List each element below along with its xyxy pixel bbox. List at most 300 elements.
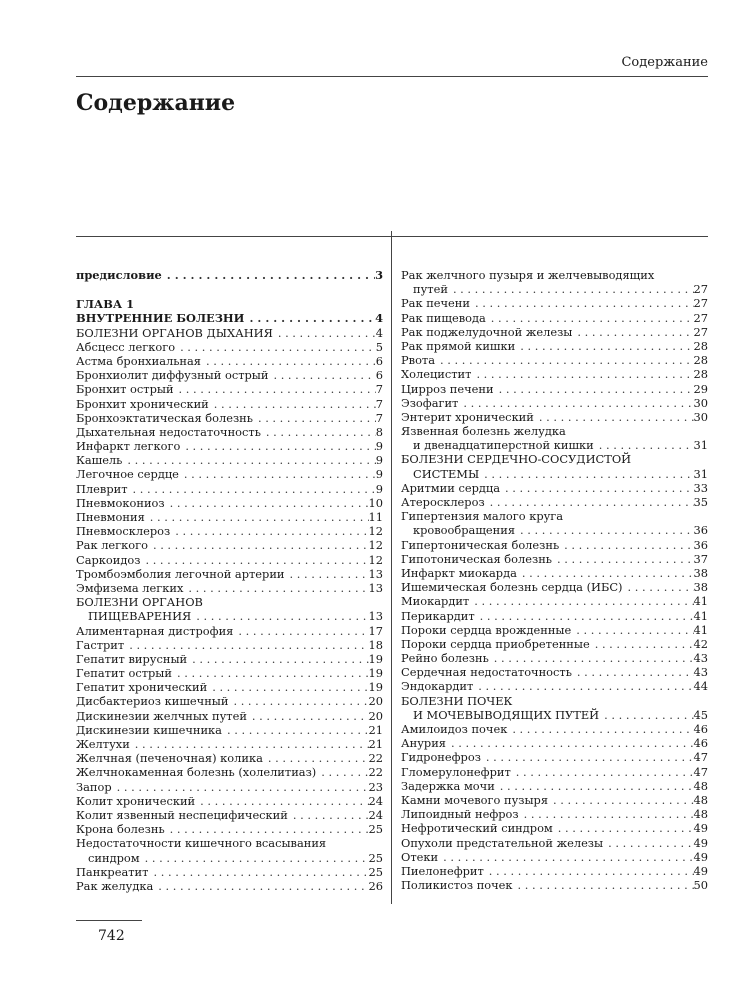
toc-entry-title: СИСТЕМЫ [413,466,480,481]
toc-entry-title: Эндокардит [401,679,474,694]
toc-entry[interactable] [76,709,383,723]
page-number: 742 [98,928,125,944]
toc-entry-line: Недостаточности кишечного всасывания [76,836,327,851]
toc-entry-title: Дискинезии желчных путей [76,708,247,723]
toc-section-kidney[interactable] [401,708,708,722]
toc-entry[interactable] [76,765,383,779]
toc-entry[interactable] [76,851,383,865]
leader-dots [557,552,694,566]
leader-dots [206,354,376,368]
toc-section-line: БОЛЕЗНИ ОРГАНОВ [76,595,203,610]
toc-entry[interactable] [401,410,708,424]
leader-dots [474,594,693,608]
leader-dots [268,751,369,765]
toc-entry-page: 48 [693,792,708,807]
leader-dots [577,665,694,679]
leader-dots [480,609,694,623]
toc-entry[interactable] [401,864,708,878]
leader-dots [490,495,694,509]
leader-dots [443,850,693,864]
toc-entry[interactable] [76,737,383,751]
toc-entry-page: 13 [368,609,383,624]
toc-entry-page: 36 [693,537,708,552]
toc-entry-page: 23 [368,779,383,794]
toc-entry-title: Пневмосклероз [76,524,171,539]
leader-dots [505,481,693,495]
running-header: Содержание [621,55,708,70]
toc-right-column [401,268,708,892]
toc-entry-page: 5 [375,339,383,354]
toc-entry-line: Рак желчного пузыря и желчевыводящих [401,268,655,282]
toc-entry-page: 41 [693,608,708,623]
toc-entry-title: Миокардит [401,594,470,609]
toc-entry-page: 27 [693,324,708,339]
toc-entry-page: 48 [693,778,708,793]
toc-entry-title: Гипертоническая болезнь [401,537,560,552]
toc-entry[interactable] [401,367,708,381]
toc-entry-title: Отеки [401,849,439,864]
toc-entry[interactable] [401,552,708,566]
toc-entry-page: 19 [368,666,383,681]
leader-dots [179,382,376,396]
toc-entry[interactable] [401,396,708,410]
toc-entry-page: 36 [693,523,708,538]
toc-top-rule [76,236,708,237]
toc-entry[interactable] [76,624,383,638]
toc-entry-title: Гастрит [76,637,125,652]
leader-dots [553,793,693,807]
toc-entry-page: 7 [375,396,383,411]
leader-dots [278,326,376,340]
toc-entry-title: Саркоидоз [76,552,141,567]
toc-entry-page: 9 [375,467,383,482]
toc-entry-page: 41 [693,594,708,609]
toc-section-line: БОЛЕЗНИ СЕРДЕЧНО-СОСУДИСТОЙ [401,452,632,467]
toc-entry-title: синдром [88,850,140,865]
toc-entry[interactable] [76,467,383,481]
toc-entry[interactable] [76,680,383,694]
toc-entry-title: Бронхит острый [76,382,174,397]
toc-entry-title: Желчная (печеночная) колика [76,751,263,766]
toc-entry-page: 9 [375,453,383,468]
leader-dots [127,453,375,467]
toc-entry[interactable] [76,397,383,411]
toc-entry[interactable] [76,879,383,893]
leader-dots [170,822,369,836]
toc-entry-page: 18 [368,637,383,652]
toc-entry[interactable] [76,822,383,836]
leader-dots [475,296,694,310]
toc-entry-page: 30 [693,395,708,410]
toc-entry-title: путей [413,282,448,297]
leader-dots [576,623,693,637]
toc-entry[interactable] [76,354,383,368]
leader-dots [522,566,694,580]
leader-dots [145,553,368,567]
toc-entry-title: Колит хронический [76,793,196,808]
toc-entry[interactable] [401,679,708,693]
toc-entry-page: 28 [693,353,708,368]
leader-dots [440,353,693,367]
toc-entry[interactable] [401,566,708,580]
toc-entry-title: Алиментарная дистрофия [76,623,234,638]
toc-entry[interactable] [76,652,383,666]
toc-entry-title: Гломерулонефрит [401,764,511,779]
toc-entry-title: Опухоли предстательной железы [401,835,604,850]
toc-entry-page: 41 [693,622,708,637]
toc-entry-page: 33 [693,480,708,495]
leader-dots [175,524,368,538]
toc-entry-page: 19 [368,680,383,695]
leader-dots [595,637,694,651]
toc-entry-title: Эзофагит [401,395,459,410]
toc-entry-page: 30 [693,409,708,424]
toc-entry[interactable] [76,439,383,453]
toc-entry[interactable] [76,581,383,595]
toc-entry[interactable] [76,340,383,354]
toc-entry[interactable] [401,665,708,679]
toc-entry[interactable] [401,750,708,764]
toc-entry-page: 4 [375,311,383,326]
toc-entry-page: 24 [368,793,383,808]
toc-entry-title: Плеврит [76,481,128,496]
leader-dots [153,865,368,879]
toc-entry-title: и двенадцатиперстной кишки [413,438,594,453]
toc-section-cardiovascular[interactable] [401,467,708,481]
toc-entry[interactable] [401,736,708,750]
toc-entry-page: 25 [368,864,383,879]
toc-entry[interactable] [76,425,383,439]
toc-entry-page: 22 [368,751,383,766]
toc-entry-page: 6 [375,353,383,368]
leader-dots [185,439,375,453]
toc-entry[interactable] [401,438,708,452]
leader-dots [238,624,368,638]
leader-dots [486,750,694,764]
toc-entry-page: 31 [693,466,708,481]
toc-entry-title: Бронхоэктатическая болезнь [76,410,253,425]
toc-entry[interactable] [401,850,708,864]
toc-entry[interactable] [401,722,708,736]
toc-entry-page: 44 [693,679,708,694]
toc-entry[interactable] [76,538,383,552]
toc-left-column [76,268,383,893]
toc-entry[interactable] [76,638,383,652]
toc-entry-title: Анурия [401,736,446,751]
toc-entry[interactable] [401,325,708,339]
leader-dots [512,722,693,736]
toc-entry-page: 9 [375,439,383,454]
toc-entry[interactable] [401,836,708,850]
toc-entry-page: 12 [368,552,383,567]
leader-dots [196,609,368,623]
toc-entry-page: 27 [693,310,708,325]
toc-entry-page: 35 [693,495,708,509]
toc-entry[interactable] [401,878,708,892]
toc-column-divider [391,231,392,904]
toc-entry-page: 3 [375,268,383,282]
toc-entry-page: 42 [693,636,708,651]
toc-entry[interactable] [401,523,708,537]
toc-entry[interactable] [76,808,383,822]
toc-entry[interactable] [401,311,708,325]
toc-entry[interactable] [76,496,383,510]
toc-entry-title: Амилоидоз почек [401,722,508,736]
toc-entry[interactable] [76,567,383,581]
leader-dots [188,581,368,595]
toc-entry-title: Абсцесс легкого [76,339,176,354]
toc-entry-title: Бронхит хронический [76,396,209,411]
toc-entry[interactable] [401,637,708,651]
toc-entry-title: Дисбактериоз кишечный [76,694,229,709]
leader-dots [150,510,369,524]
toc-entry-title: Рак поджелудочной железы [401,324,573,339]
leader-dots [145,851,369,865]
toc-entry-title: Рвота [401,353,436,368]
toc-entry-title: Колит язвенный неспецифический [76,807,288,822]
leader-dots [604,708,693,722]
toc-entry[interactable] [401,623,708,637]
toc-entry-title: кровообращения [413,523,516,538]
leader-dots [133,482,376,496]
toc-entry-page: 49 [693,821,708,836]
leader-dots [290,567,369,581]
toc-entry-title: Рак легкого [76,538,148,553]
leader-dots [233,694,368,708]
toc-entry-title: Рак пищевода [401,310,486,325]
leader-dots [117,780,369,794]
leader-dots [453,282,694,296]
toc-entry-title: Холецистит [401,367,472,382]
leader-dots [258,411,376,425]
leader-dots [524,807,694,821]
toc-entry-title: Пороки сердца врожденные [401,622,572,637]
toc-entry-page: 31 [693,438,708,453]
toc-entry-title: Рак печени [401,296,470,311]
leader-dots [489,864,694,878]
toc-entry-title: Легочное сердце [76,467,179,482]
page-title: Содержание [76,90,236,116]
toc-entry[interactable] [401,779,708,793]
leader-dots [520,523,693,537]
leader-dots [599,438,694,452]
leader-dots [451,736,694,750]
leader-dots [170,496,369,510]
toc-entry-title: Рак прямой кишки [401,338,516,353]
toc-entry-title: БОЛЕЗНИ ОРГАНОВ ДЫХАНИЯ [76,325,273,340]
leader-dots [177,666,369,680]
toc-entry-title: Ишемическая болезнь сердца (ИБС) [401,580,623,595]
toc-entry-page: 43 [693,651,708,666]
toc-entry[interactable] [401,765,708,779]
toc-entry-title: Дискинезии кишечника [76,722,222,737]
toc-entry-page: 28 [693,367,708,382]
toc-entry[interactable] [76,794,383,808]
toc-entry[interactable] [401,807,708,821]
toc-entry[interactable] [76,553,383,567]
toc-entry[interactable] [76,666,383,680]
toc-entry-page: 20 [368,694,383,709]
toc-entry[interactable] [76,865,383,879]
leader-dots [518,878,694,892]
leader-dots [192,652,368,666]
toc-entry-title: Дыхательная недостаточность [76,424,261,439]
header-rule [76,76,708,77]
toc-entry-line: Гипертензия малого круга [401,509,564,524]
toc-entry-page: 4 [375,325,383,340]
leader-dots [200,794,368,808]
toc-entry-title: Цирроз печени [401,381,494,396]
toc-entry-page: 26 [368,878,383,893]
toc-entry-page: 22 [368,765,383,780]
leader-dots [491,311,694,325]
toc-entry-page: 47 [693,764,708,779]
page-number-rule [76,920,142,921]
toc-entry-title: Пороки сердца приобретенные [401,636,590,651]
toc-entry-page: 49 [693,835,708,850]
toc-entry[interactable] [76,780,383,794]
toc-entry-page: 17 [368,623,383,638]
toc-entry[interactable] [401,296,708,310]
toc-entry-title: Липоидный нефроз [401,807,519,822]
toc-entry-title: Энтерит хронический [401,409,534,424]
leader-dots [180,340,376,354]
toc-entry-title: Гепатит острый [76,666,172,681]
toc-entry-page: 28 [693,338,708,353]
leader-dots [500,779,694,793]
toc-entry-page: 25 [368,822,383,837]
chapter-label: ГЛАВА 1 [76,297,135,312]
toc-entry-page: 49 [693,849,708,864]
toc-entry[interactable] [76,510,383,524]
toc-entry-title: Пиелонефрит [401,863,484,878]
toc-entry-page: 12 [368,538,383,553]
toc-entry-title: Гидронефроз [401,750,481,765]
toc-entry[interactable] [401,353,708,367]
toc-entry-page: 25 [368,850,383,865]
toc-entry-title: Гипотоническая болезнь [401,551,552,566]
toc-entry[interactable] [76,524,383,538]
toc-entry[interactable] [401,594,708,608]
toc-entry-page: 46 [693,722,708,736]
toc-entry[interactable] [76,482,383,496]
toc-entry[interactable] [401,821,708,835]
toc-entry-title: ПИЩЕВАРЕНИЯ [88,609,192,624]
toc-entry-title: Бронхиолит диффузный острый [76,368,269,383]
leader-dots [214,397,376,411]
toc-entry[interactable] [76,751,383,765]
toc-entry[interactable] [401,481,708,495]
toc-entry-title: Кашель [76,453,123,468]
toc-entry[interactable] [76,382,383,396]
toc-entry-page: 45 [693,707,708,722]
toc-entry-title: Камни мочевого пузыря [401,792,549,807]
leader-dots [135,737,369,751]
toc-entry-page: 46 [693,736,708,751]
toc-entry[interactable] [76,694,383,708]
toc-entry[interactable] [76,723,383,737]
toc-entry-title: Атеросклероз [401,495,485,509]
toc-entry-title: Панкреатит [76,864,149,879]
leader-dots [484,467,693,481]
toc-entry-title: Перикардит [401,608,475,623]
toc-entry-page: 10 [368,495,383,510]
toc-entry[interactable] [76,453,383,467]
toc-entry-page: 21 [368,737,383,751]
toc-entry-page: 7 [375,410,383,425]
toc-entry[interactable] [401,580,708,594]
toc-entry-page: 27 [693,282,708,297]
leader-dots [476,367,693,381]
leader-dots [494,651,694,665]
leader-dots [153,538,369,552]
toc-entry-page: 7 [375,382,383,397]
toc-entry-preface[interactable] [76,268,383,282]
toc-section-respiratory[interactable] [76,326,383,340]
toc-entry-title: Инфаркт легкого [76,439,181,454]
toc-entry[interactable] [76,411,383,425]
toc-entry[interactable] [401,339,708,353]
toc-entry-title: Рейно болезнь [401,651,489,666]
toc-entry-title: И МОЧЕВЫВОДЯЩИХ ПУТЕЙ [413,707,600,722]
toc-entry-page: 37 [693,551,708,566]
toc-entry-page: 13 [368,580,383,595]
toc-entry-page: 38 [693,565,708,580]
toc-entry-title: Желчнокаменная болезнь (холелитиаз) [76,765,317,780]
leader-dots [227,723,369,737]
toc-entry-title: Эмфизема легких [76,580,184,595]
toc-entry[interactable] [401,538,708,552]
toc-entry[interactable] [401,495,708,509]
leader-dots [608,836,693,850]
leader-dots [273,368,375,382]
toc-entry-page: 48 [693,807,708,822]
toc-entry-page: 38 [693,580,708,595]
leader-dots [516,765,694,779]
toc-entry[interactable] [401,382,708,396]
leader-dots [627,580,693,594]
toc-entry[interactable] [401,651,708,665]
toc-entry[interactable] [401,793,708,807]
leader-dots [577,325,693,339]
leader-dots [252,709,369,723]
leader-dots [212,680,368,694]
toc-entry-page: 27 [693,296,708,311]
leader-dots [266,425,376,439]
leader-dots [499,382,694,396]
toc-entry-page: 13 [368,566,383,581]
toc-entry-page: 21 [368,722,383,737]
toc-entry[interactable] [401,282,708,296]
toc-entry-chapter[interactable] [76,311,383,325]
toc-entry-title: Гепатит хронический [76,680,208,695]
toc-entry-title: Аритмии сердца [401,480,501,495]
leader-dots [129,638,368,652]
toc-entry-page: 43 [693,665,708,680]
toc-entry[interactable] [401,609,708,623]
toc-entry-title: Сердечная недостаточность [401,665,572,680]
toc-entry-page: 20 [368,708,383,723]
leader-dots [539,410,694,424]
toc-entry-title: Задержка мочи [401,778,495,793]
toc-entry-title: Крона болезнь [76,822,165,837]
leader-dots [564,538,693,552]
toc-entry-page: 19 [368,651,383,666]
leader-dots [167,268,375,282]
toc-entry[interactable] [76,368,383,382]
toc-entry-title: Запор [76,779,112,794]
toc-section-digestive[interactable] [76,609,383,623]
